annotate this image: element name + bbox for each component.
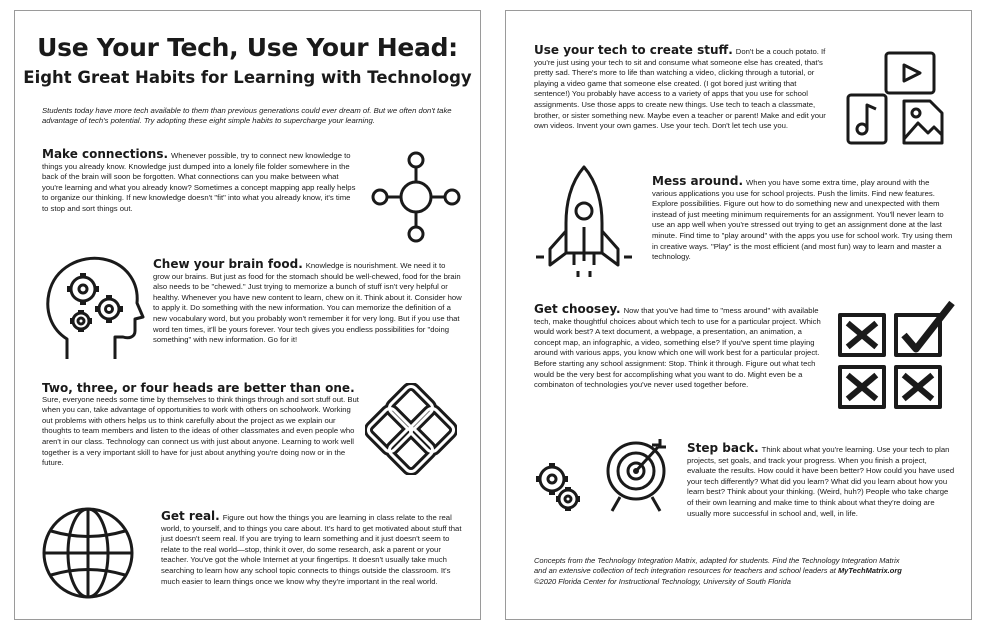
section-heading: Step back. xyxy=(687,441,759,455)
section-heading: Chew your brain food. xyxy=(153,257,303,271)
interlocked-links-icon xyxy=(365,383,457,475)
section-heading: Two, three, or four heads are better than one. xyxy=(42,381,355,395)
section-chew-brain-food xyxy=(153,259,463,346)
section-body: Don't be a couch potato. If you're just using your tech to sit and consume what someone else has created, that's pretty sad. There's more to life than watching a video, clicking through a tutorial, or playing a video game that someone else created. (I got bored just writing that sentence!) You probably have access to a variety of apps that you use for school assignments. Use those apps to create new things. Use tech to teach a classmate, brother, or sister something new. Maybe even a teacher or parent! Make and edit your own videos. Invent your own games. Use your tech. Don't let tech use you. xyxy=(534,47,826,131)
section-heading: Mess around. xyxy=(652,174,744,188)
section-body: Figure out how the things you are learning in class relate to the real world, to yourself, and to things you care about. It's hard to get motivated about stuff that just doesn't seem real. If you are trying to learn something and it just doesn't seem to relate to the real world—stop, think it over, do some research, ask a parent or your teacher. You've got the whole Internet at your fingertips. It doesn't usually take much searching to learn how any school topic connects to things outside the classroom. It's much easier to learn things once we know why they're important in the real world. xyxy=(161,513,462,586)
target-gears-icon xyxy=(532,435,676,527)
section-body: Think about what you're learning. Use your tech to plan projects, set goals, and track your progress. When you finish a project, evaluate the results. How could it have been better? How could you have used your tech differently? What did you learn? What did you learn about how you learn best? Think about your thinking. (Weird, huh?) People who take charge of their own learning and make time to think about what they're doing are usually more successful in school and, well, in life. xyxy=(687,445,955,518)
section-get-real xyxy=(161,511,464,587)
section-heading: Use your tech to create stuff. xyxy=(534,43,733,57)
checkbox-grid-icon xyxy=(834,293,958,417)
section-body: Sure, everyone needs some time by themselves to think things through and sort stuff out. But when you can, take advantage of opportunities to work with others on schoolwork. Working out problems with others helps us to think carefully about the project as we explain our thoughts to team members and listen to the ideas of other classmates and even people who aren't in our class. Technology can connect us with just about anyone. Learning to work well together is a very important skill to have for just about anything you're doing now or in the future. xyxy=(42,394,359,468)
footer-link[interactable]: MyTechMatrix.org xyxy=(837,566,902,576)
page-right xyxy=(505,10,972,620)
section-body: Knowledge is nourishment. We need it to grow our brains. But just as food for the stomach should be well-chewed, food for the brain also needs to be "chewed." Just trying to memorize a bunch of stuff isn't very helpful or healthy. Whenever you have new content to learn, chew on it. Think about it. Consider how to apply it. Do something with the new information. You can memorize the definition of a new vocabulary word, but you probably won't remember it for very long. But if you use that word ten times, it'll be yours forever. Your tech gives you endless possibilities for "doing something" with new information. Go for it! xyxy=(153,261,462,345)
globe-icon xyxy=(39,504,137,602)
section-step-back xyxy=(687,443,955,519)
section-mess-around xyxy=(652,176,954,263)
section-body: Whenever possible, try to connect new knowledge to things you already know. Knowledge just dumped into a lonely file folder somewhere in the back of the brain will soon be forgotten. What connections can you make between what you're learning and what you already know? Sometimes a concept mapping app really helps to organize our thinking. If new knowledge doesn't "fit" into what you already know, it's time to stop and sort things out. xyxy=(42,151,356,213)
section-heads xyxy=(42,383,360,469)
section-make-connections xyxy=(42,149,357,215)
intro-text: Students today have more tech available to them than previous generations could ever dream of. But we often don't take advantage of tech's potential. Try adopting these eight simple habits to supercharge your learning. xyxy=(42,106,452,125)
head-gears-icon xyxy=(37,251,147,363)
section-heading: Make connections. xyxy=(42,147,169,161)
section-heading: Get real. xyxy=(161,509,220,523)
media-files-icon xyxy=(842,49,952,155)
section-create-stuff xyxy=(534,45,832,132)
section-heading: Get choosey. xyxy=(534,302,621,316)
footer-credits xyxy=(534,556,954,587)
page-left xyxy=(14,10,481,620)
footer-text: and an extensive collection of tech integration resources for teachers and school leaders at xyxy=(534,566,838,576)
rocket-icon xyxy=(530,161,638,279)
footer-line xyxy=(534,566,954,576)
section-body: When you have some extra time, play around with the various applications you use for school projects. Push the limits. Find new features. Explore possibilities. Figure out how to do something new and unexpected with them instead of just meeting minimum requirements for an assignment. You'll never learn to use an app well when you're stressed out trying to get an assignment done at the last minute. Find time to "play around" with the apps you use for school work. Try using them in creative ways. "Play" is the most efficient (and most fun) way to learn and master a technology. xyxy=(652,178,953,262)
footer-copyright: ©2020 Florida Center for Instructional Technology, University of South Florida xyxy=(534,576,791,586)
footer-line: Concepts from the Technology Integration Matrix, adapted for students. Find the Technology Integration Matrix xyxy=(534,556,900,565)
section-body: Now that you've had time to "mess around" with available tech, make thoughtful choices about which tech to use for a particular project. Which would work best? A text document, a webpage, a presentation, an animation, a concept map, an infographic, a video, something else? If you've spent time playing around with various apps, you know which one will work best for a particular project. Before starting any school assignment: Stop. Think it through. Figure out what tech would be the very best for accomplishing what you want to do. Might even be a combinaton of technologies you've never used together before. xyxy=(534,306,821,390)
network-icon xyxy=(370,151,462,243)
page-subtitle: Eight Great Habits for Learning with Technology xyxy=(23,68,472,87)
section-get-choosey xyxy=(534,304,826,391)
page-title: Use Your Tech, Use Your Head: xyxy=(37,33,458,62)
